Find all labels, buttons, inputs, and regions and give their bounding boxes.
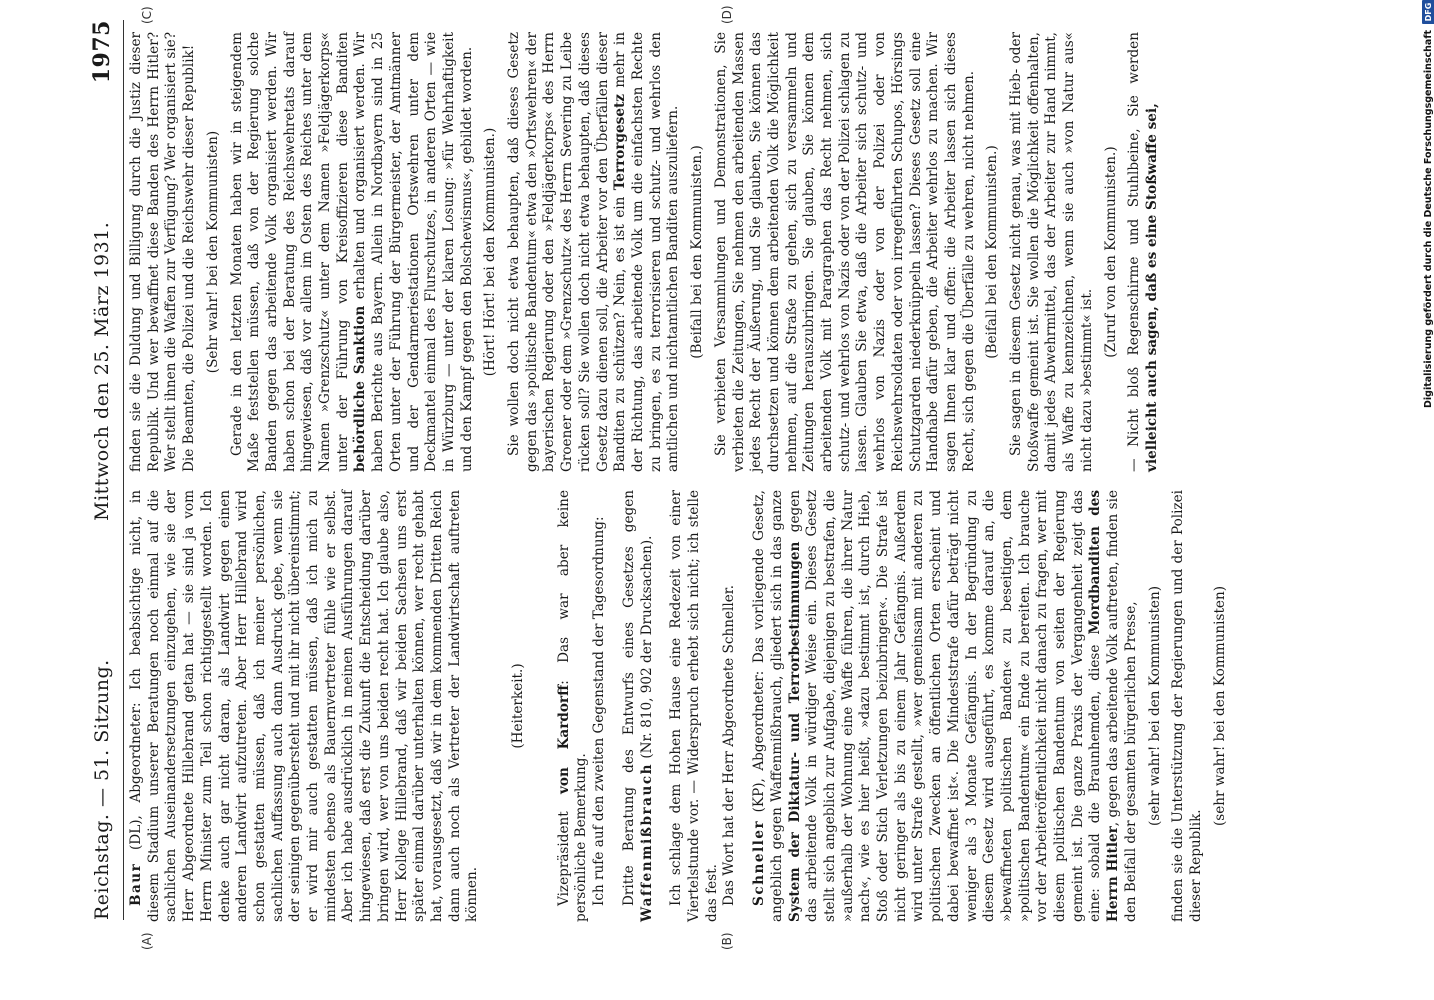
speaking-time-note: Ich schlage dem Hohen Hause eine Redezeit von einer Viertelstunde vor. — Widerspruch erhebt sich nicht; ich stelle das fest. [668,490,720,922]
speech-schneller: Schneller (KP), Abgeordneter: Das vorliegende Gesetz, angeblich gegen Waffenmißbrauch, gliedert sich in das ganze System der Diktatur- und Terrorbestimmungen gegen das arbeitende Volk in würdiger Weise ein. Dieses Gesetz stellt sich angeblich zur Aufgabe, diejenigen zu bestrafen, die »außerhalb der Wohnung eine Waffe führen, die ihrer Natur nach«, wie es hier heißt, »dazu bestimmt ist, durch Hieb, Stoß oder Stich Verletzungen beizubringen«. Die Strafe ist nicht geringer als bis zu einem Jahr Gefängnis. Außerdem wird unter Strafe gestellt, »wer gemeinsam mit anderen zu politischen Zwecken an öffentlichen Orten erscheint und dabei bewaffnet ist«. Die Mindeststrafe dafür beträgt nicht weniger als 3 Monate Gefängnis. In der Begründung zu diesem Gesetz wird ausgeführt, es komme darauf an, die »bewaffneten politischen Banden« zu beseitigen, dem »politischen Bandentum« ein Ende zu bereiten. Ich brauche vor der Arbeiteröffentlichkeit nicht danach zu fragen, wer mit diesem politischen Bandentum von seiten der Regierung gemeint ist. Die ganze Praxis der Vergangenheit zeigt das eine: sobald die Braunhemden, diese Mordbanditen des Herrn Hitler, gegen das arbeitende Volk auftreten, finden sie den Beifall der gesamten bürgerlichen Presse, [751,489,1139,922]
interjection: (Zuruf von den Kommunisten.) [1102,146,1119,358]
paragraph: Sie sagen in diesem Gesetz nicht genau, was mit Hieb- oder Stoßwaffe gemeint ist. Sie wollen die Möglichkeit offenhalten, damit jedes Abwehrmittel, das der Arbeiter zur Hand nimmt, als Waffe zu kennzeichnen, wenn sie auch »von Natur aus« nicht dazu »bestimmt« ist. [1008,32,1095,472]
paragraph: finden sie die Duldung und Billigung durch die Justiz dieser Republik. Und wer bewaffnet diese Banden des Herrn Hitler? Wer stellt ihnen die Waffen zur Verfügung? Wer organisiert sie? Die Beamten, die Polizei und die Reichswehr dieser Republik! [128,32,198,472]
paragraph: Gerade in den letzten Monaten haben wir in steigendem Maße feststellen müssen, daß von der Regierung solche Banden gegen das arbeitende Volk organisiert werden. Wir haben schon bei der Beratung des Reichswehretats darauf hingewiesen, daß vor allem im Osten des Reiches unter dem Namen »Grenzschutz« unter dem Namen »Feldjägerkorps« unter der Führung von Kreisoffizieren diese Banditen behördliche Sanktion erhalten und organisiert werden. Wir haben Berichte aus Bayern. Allein in Nordbayern sind in 25 Orten unter der Führung der Bürgermeister, der Amtmänner und der Gendarmeriestationen Ortswehren unter dem Deckmantel einmal des Flurschutzes, in anderen Orten — wie in Würzburg — unter der klaren Losung: »für Wehrhaftigkeit und den Kampf gegen den Bolschewismus«, gebildet worden. [228,32,475,472]
interjection: (Beifall bei den Kommunisten.) [984,145,1001,359]
right-column [128,32,1162,472]
floor-given: Das Wort hat der Herr Abgeordnete Schneller. [721,584,738,906]
interjection: (Hört! Hört! bei den Kommunisten.) [482,127,499,377]
paragraph: — Nicht bloß Regenschirme und Stuhlbeine, Sie werden vielleicht auch sagen, daß es eine Stoßwaffe sei, [1126,32,1160,472]
interjection: (sehr wahr! bei den Kommunisten) [1211,585,1228,827]
dfg-logo: DFG [1422,0,1434,24]
page-number: 1975 [89,20,115,84]
paragraph: finden sie die Unterstützung der Regierungen und der Polizei dieser Republik. [1170,490,1204,922]
bill-title: Waffenmißbrauch [638,762,655,922]
speaker-name: Schneller [751,819,768,906]
header-left: Reichstag. — 51. Sitzung. [91,659,113,920]
paragraph: Sie wollen doch nicht etwa behaupten, daß dieses Gesetz gegen das »politische Bandentum« etwa den »Ortswehren« der bayerischen Regierung oder den »Feldjägerkorps« des Herrn Groener oder dem »Grenzschutz« des Herrn Severing zu Leibe rücken soll? Sie wollen doch nicht etwa behaupten, daß dieses Gesetz dazu dienen soll, die Arbeiter vor den Überfällen dieser Banditen zu schützen? Nein, es ist ein Terrorgesetz mehr in der Richtung, das arbeitende Volk um die einfachsten Rechte zu bringen, es zu terrorisieren und schutz- und wehrlos den amtlichen und nichtamtlichen Banditen auszuliefern. [506,32,682,472]
digitization-credit [1421,0,1434,990]
speech-baur: Baur (DL), Abgeordneter: Ich beabsichtige nicht, in diesem Stadium unserer Beratungen noch einmal auf die sachlichen Auseinandersetzungen einzugehen, wie sie der Herr Abgeordnete Hillebrand getan hat — sie sind ja vom Herrn Minister zum Teil schon richtiggestellt worden. Ich denke auch gar nicht daran, als Landwirt gegen einen anderen Landwirt aufzutreten. Aber Herr Hillebrand wird schon gestatten müssen, daß ich meiner persönlichen, sachlichen Auffassung auch dann Ausdruck gebe, wenn sie der seinigen gegenübersteht und mit ihr nicht übereinstimmt; er wird mir auch gestatten müssen, daß ich mich zu mindesten ebenso als Bauernvertreter fühle wie er selbst. Aber ich habe ausdrücklich in meinen Ausführungen darauf hingewiesen, daß erst die Zukunft die Entscheidung darüber bringen wird, wer von uns beiden recht hat. Ich glaube also, Herr Kollege Hillebrand, daß wir beiden Sachsen uns erst später einmal darüber unterhalten können, wer recht gehabt hat, vorausgesetzt, daß wir in dem kommenden Dritten Reich dann auch noch als Vertreter der Landwirtschaft auftreten können. [128,490,481,922]
agenda-call: Ich rufe auf den zweiten Gegenstand der Tagesordnung: [591,516,608,906]
interjection: (Sehr wahr! bei den Kommunisten) [204,130,221,374]
running-head [85,20,124,920]
speaker-name: von Kardorff [555,684,572,794]
reaction-laughter: (Heiterkeit.) [510,663,527,749]
margin-mark-d: (D) [720,5,734,24]
agenda-item: Dritte Beratung des Entwurfs eines Gesetzes gegen Waffenmißbrauch (Nr. 810, 902 der Drucksachen). [620,490,655,922]
margin-mark-b: (B) [720,932,734,950]
paragraph: Sie verbieten Versammlungen und Demonstrationen, Sie verbieten die Zeitungen, Sie nehmen den arbeitenden Massen jedes Recht der Äußerung, und Sie glauben, Sie können das durchsetzen und können dem arbeitenden Volk die Möglichkeit nehmen, auf die Straße zu gehen, sich zu versammeln und Zeitungen herauszubringen. Sie glauben, Sie können dem arbeitenden Volk mit Paragraphen das Recht nehmen, sich schutz- und wehrlos von Nazis oder von der Polizei schlagen zu lassen. Glauben Sie etwa, daß die Arbeiter sich schutz- und wehrlos von Nazis oder von der Polizei oder von Reichswehrsoldaten oder von irregeführten Schupos, Hörsings Schutzgarden niederknüppeln lassen? Dieses Gesetz soll eine Handhabe dafür geben, die Arbeiter wehrlos zu machen. Wir sagen Ihnen klar und offen: die Arbeiter lassen sich dieses Recht, sich gegen die Überfälle zu wehren, nicht nehmen. [712,32,977,472]
speaker-name: Baur [128,862,144,906]
interjection: (sehr wahr! bei den Kommunisten) [1146,585,1163,827]
credit-text: Digitalisierung gefördert durch die Deutsche Forschungsgemeinschaft [1422,30,1434,408]
left-column [128,490,1235,922]
margin-mark-c: (C) [140,6,154,24]
vice-president-remark: Vizepräsident von Kardorff: Das war aber keine persönliche Bemerkung. [555,490,590,922]
interjection: (Beifall bei den Kommunisten.) [689,145,706,359]
margin-mark-a: (A) [140,932,154,950]
header-date: Mittwoch den 25. März 1931. [91,221,113,521]
